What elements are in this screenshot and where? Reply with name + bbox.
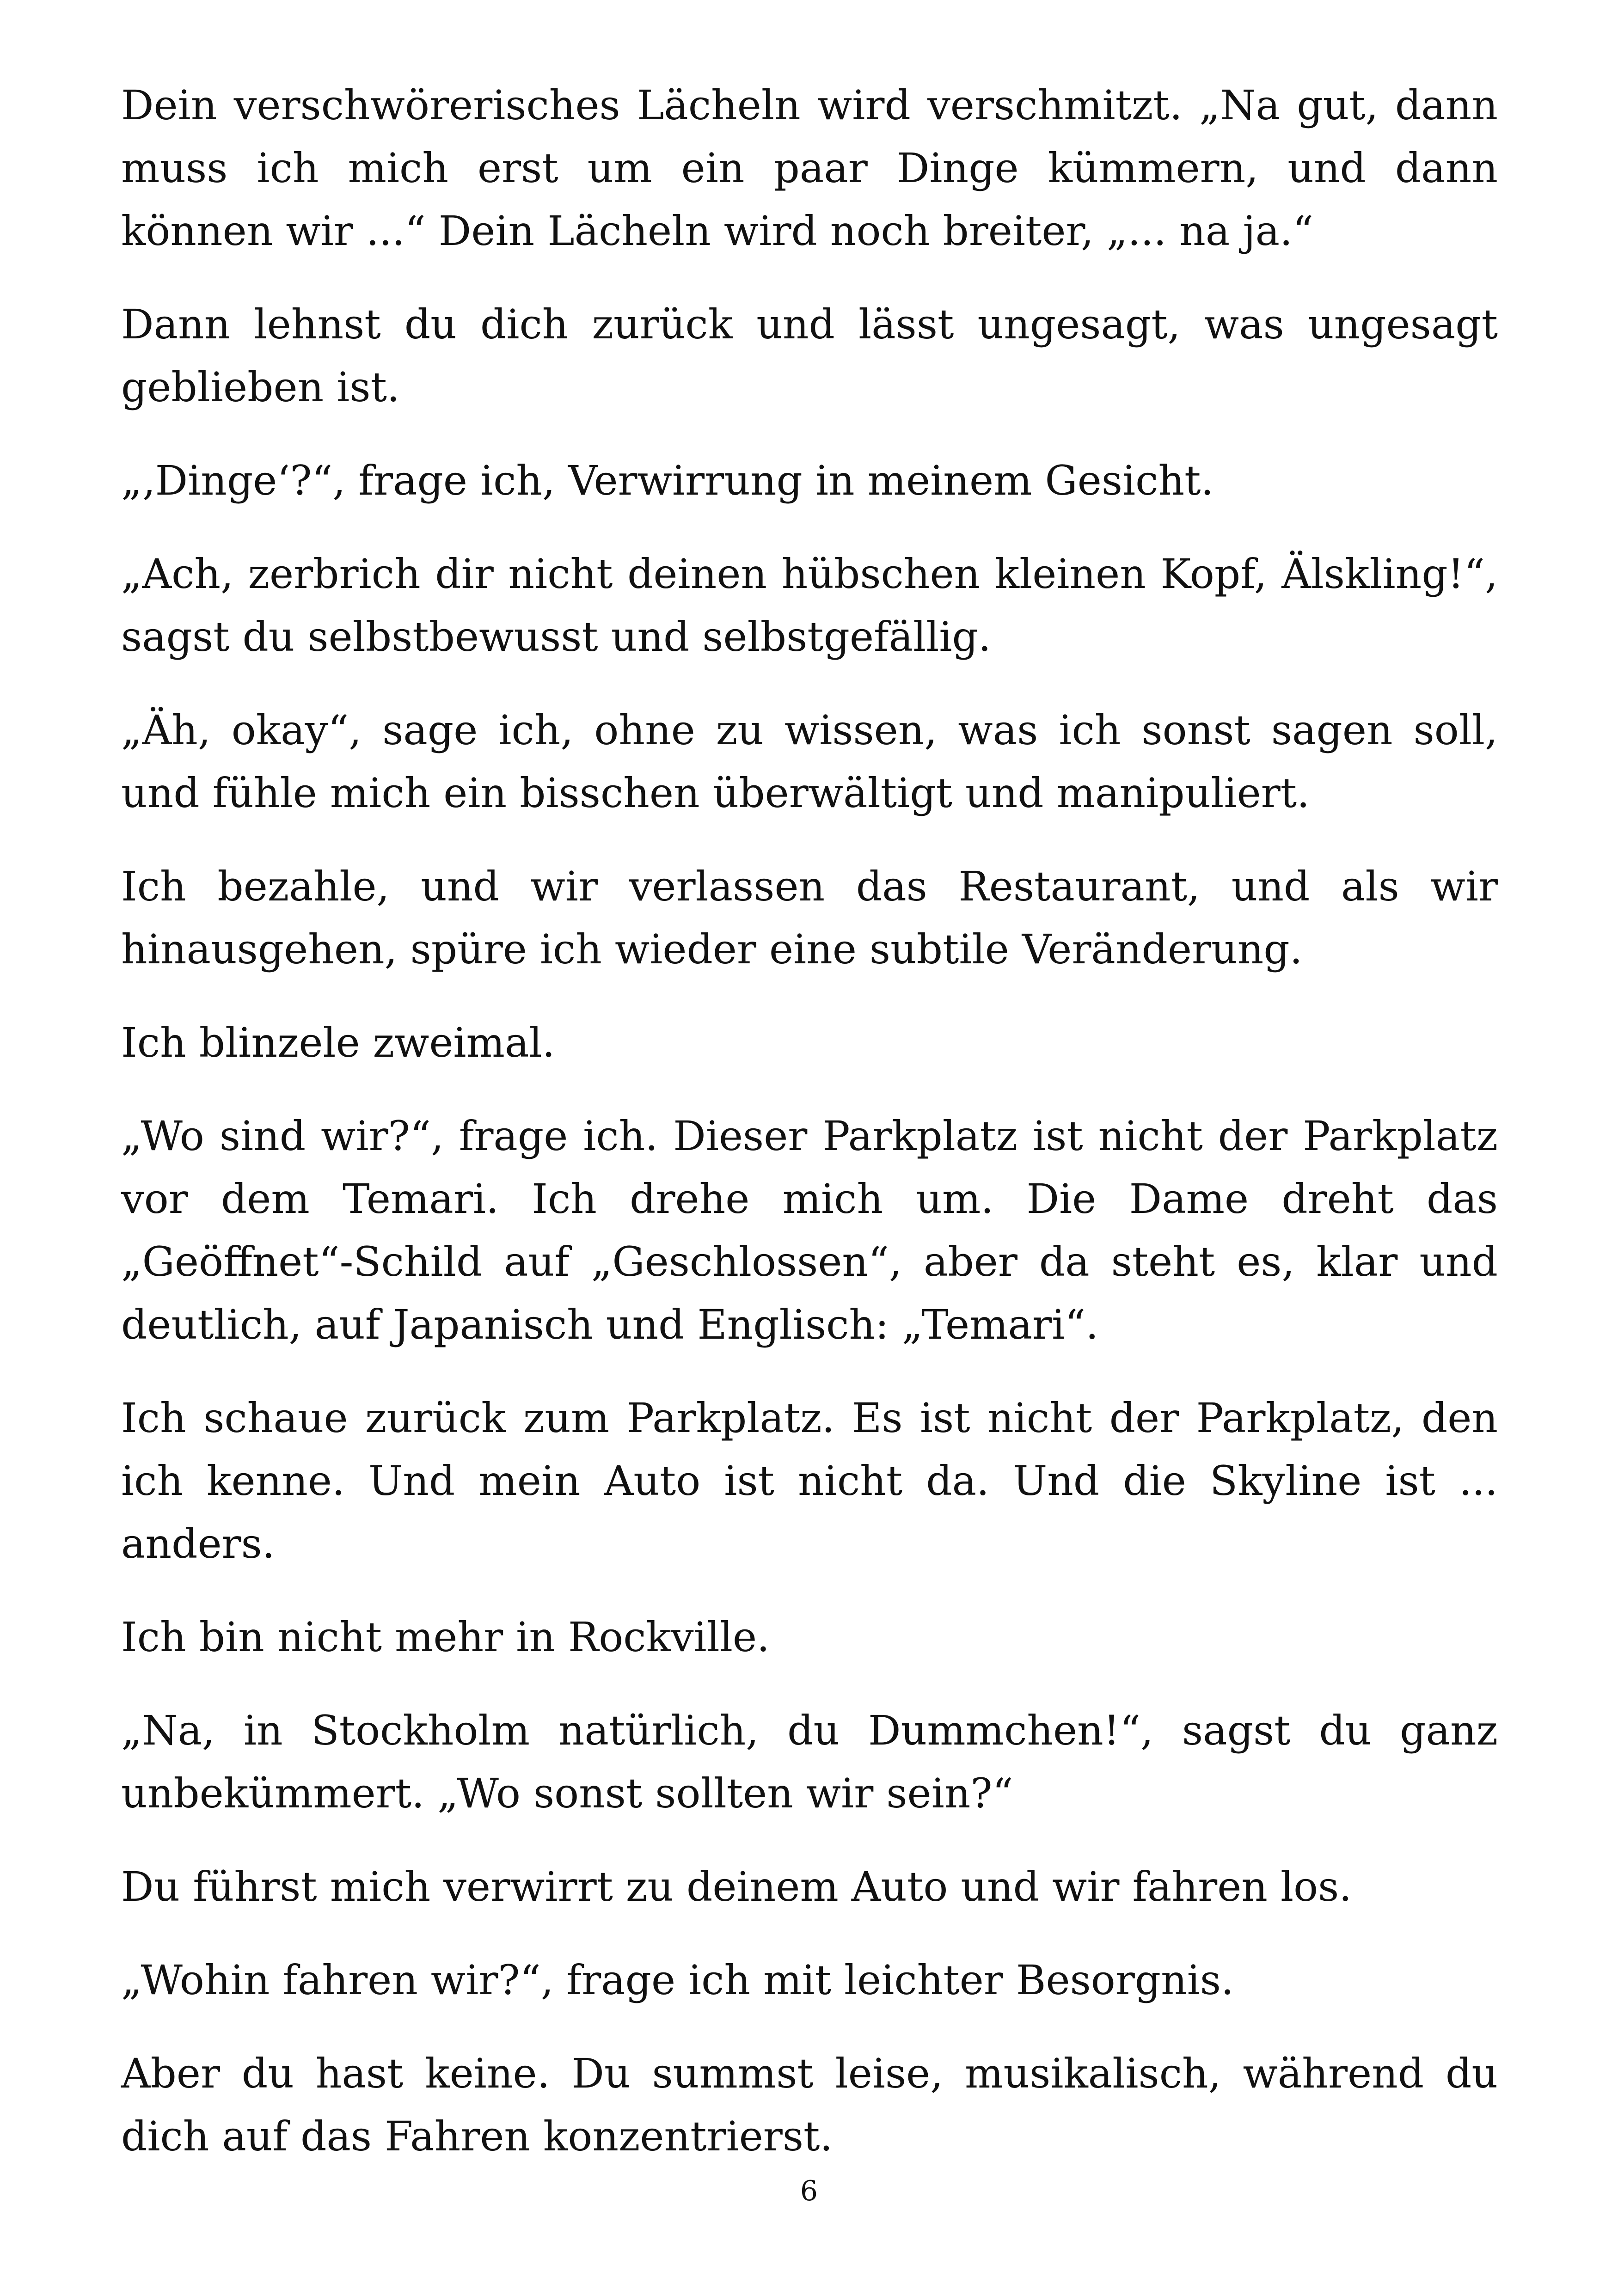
paragraph: Dein verschwörerisches Lächeln wird verschmitzt. „Na gut, dann muss ich mich erst um ein paar Dinge kümmern, und dann können wir ...“ Dein Lächeln wird noch breiter, „... na ja.“ — [121, 81, 1498, 255]
paragraph: Dann lehnst du dich zurück und lässt ungesagt, was ungesagt geblieben ist. — [121, 300, 1498, 411]
paragraph: „Wohin fahren wir?“, frage ich mit leichter Besorgnis. — [121, 1956, 1234, 2004]
paragraph: Du führst mich verwirrt zu deinem Auto und wir fahren los. — [121, 1863, 1352, 1910]
paragraph: Ich schaue zurück zum Parkplatz. Es ist nicht der Parkplatz, den ich kenne. Und mein Auto ist nicht da. Und die Skyline ist ... anders. — [121, 1394, 1498, 1567]
body-text — [121, 74, 1498, 2198]
page-number: 6 — [800, 2175, 818, 2207]
paragraph: Aber du hast keine. Du summst leise, musikalisch, während du dich auf das Fahren konzentrierst. — [121, 2050, 1498, 2160]
paragraph: „‚Dinge‘?“, frage ich, Verwirrung in meinem Gesicht. — [121, 457, 1214, 504]
paragraph: „Na, in Stockholm natürlich, du Dummchen!“, sagst du ganz unbekümmert. „Wo sonst sollten wir sein?“ — [121, 1707, 1498, 1817]
paragraph: Ich bezahle, und wir verlassen das Restaurant, und als wir hinausgehen, spüre ich wieder eine subtile Veränderung. — [121, 863, 1498, 973]
paragraph: „Wo sind wir?“, frage ich. Dieser Parkplatz ist nicht der Parkplatz vor dem Temari. Ich drehe mich um. Die Dame dreht das „Geöffnet“-Schild auf „Geschlossen“, aber da steht es, klar und deutlich, auf Japanisch und Englisch: „Temari“. — [121, 1112, 1498, 1348]
paragraph: „Äh, okay“, sage ich, ohne zu wissen, was ich sonst sagen soll, und fühle mich ein bisschen überwältigt und manipuliert. — [121, 706, 1498, 817]
paragraph: Ich blinzele zweimal. — [121, 1019, 555, 1066]
paragraph: „Ach, zerbrich dir nicht deinen hübschen kleinen Kopf, Älskling!“, sagst du selbstbewusst und selbstgefällig. — [121, 550, 1498, 661]
paragraph: Ich bin nicht mehr in Rockville. — [121, 1613, 770, 1661]
